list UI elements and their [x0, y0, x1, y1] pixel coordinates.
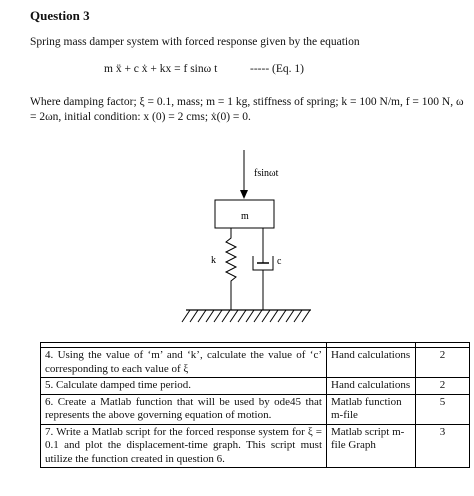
task-cell: 5. Calculate damped time period. [41, 378, 327, 395]
spring-label: k [211, 255, 216, 266]
question-intro: Spring mass damper system with forced response given by the equation [30, 36, 360, 48]
mass-label: m [241, 211, 249, 222]
task-cell: 7. Write a Matlab script for the forced response system for ξ = 0.1 and plot the displacement-time graph. This script must utilize the function created in question 6. [41, 424, 327, 468]
hatch-line [230, 310, 238, 322]
hatch-line [238, 310, 246, 322]
hatch-line [206, 310, 214, 322]
task-cell: 4. Using the value of ‘m’ and ‘k’, calculate the value of ‘c’ corresponding to each value of ξ [41, 348, 327, 378]
hatch-line [214, 310, 222, 322]
hatch-line [262, 310, 270, 322]
hatch-line [286, 310, 294, 322]
method-cell: Hand calculations [327, 378, 416, 395]
method-cell: Matlab function m-file [327, 394, 416, 424]
marks-cell: 5 [416, 394, 470, 424]
table-row [41, 378, 470, 395]
hatch-line [278, 310, 286, 322]
table-row [41, 424, 470, 468]
ground-hatching [182, 310, 310, 322]
hatch-line [302, 310, 310, 322]
method-cell: Hand calculations [327, 348, 416, 378]
table-row [41, 348, 470, 378]
marks-cell: 3 [416, 424, 470, 468]
hatch-line [182, 310, 190, 322]
force-label: fsinωt [254, 168, 279, 179]
method-cell: Matlab script m-file Graph [327, 424, 416, 468]
hatch-line [198, 310, 206, 322]
marks-cell: 2 [416, 348, 470, 378]
question-title: Question 3 [30, 8, 90, 23]
hatch-line [294, 310, 302, 322]
force-arrow-head [240, 190, 248, 199]
hatch-line [254, 310, 262, 322]
parameters-line-2: = 2ωn, initial condition: x (0) = 2 cms; ẋ(0) = 0. [30, 111, 251, 123]
hatch-line [222, 310, 230, 322]
table-row [41, 394, 470, 424]
hatch-line [246, 310, 254, 322]
parameters-line-1: Where damping factor; ξ = 0.1, mass; m = 1 kg, stiffness of spring; k = 100 N/m, f = 100 N, ω [30, 96, 464, 108]
task-cell: 6. Create a Matlab function that will be used by ode45 that represents the above governing equation of motion. [41, 394, 327, 424]
task-table [40, 342, 470, 468]
spring [226, 228, 236, 310]
equation: m ẍ + c ẋ + kx = f sinω t [104, 63, 218, 75]
equation-tag: ----- (Eq. 1) [250, 63, 304, 75]
hatch-line [190, 310, 198, 322]
damper-label: c [277, 256, 282, 267]
marks-cell: 2 [416, 378, 470, 395]
hatch-line [270, 310, 278, 322]
